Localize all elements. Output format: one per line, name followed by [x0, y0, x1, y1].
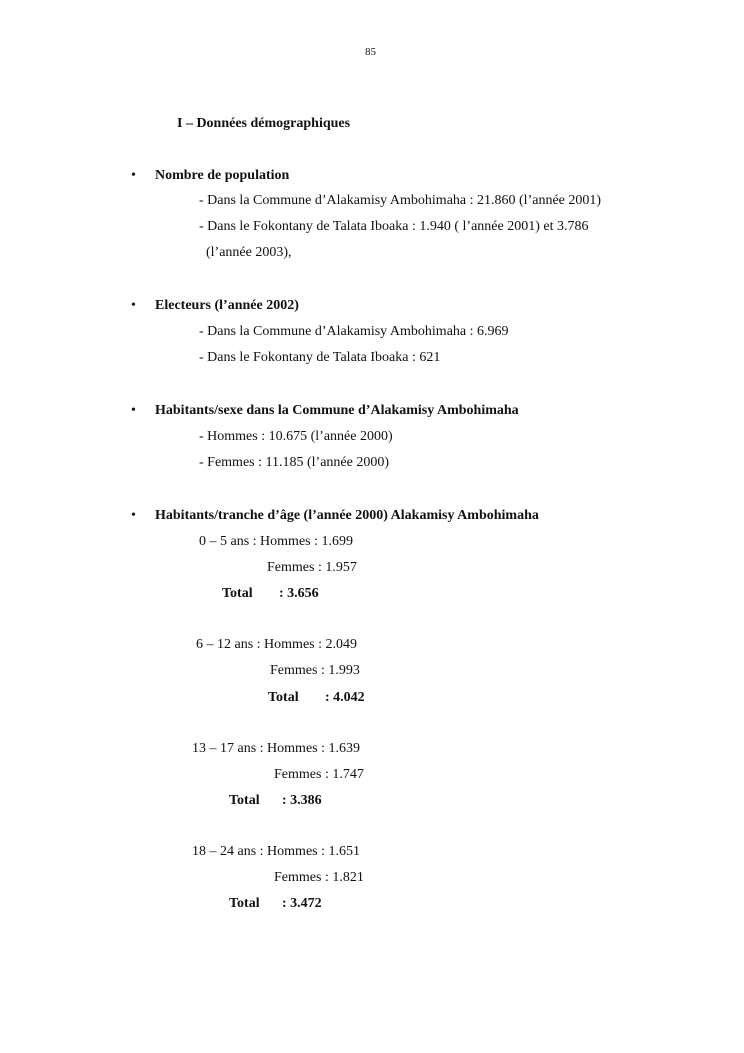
sexe-heading: Habitants/sexe dans la Commune d’Alakamisy Ambohimaha — [155, 403, 519, 418]
age-heading: Habitants/tranche d’âge (l’année 2000) Alakamisy Ambohimaha — [155, 508, 539, 523]
bullet-age: • — [131, 508, 136, 523]
bullet-electeurs: • — [131, 298, 136, 313]
electeurs-commune-line: - Dans la Commune d’Alakamisy Ambohimaha : 6.969 — [199, 324, 509, 339]
population-heading: Nombre de population — [155, 168, 290, 183]
age-group-total-value: : 3.656 — [279, 586, 319, 601]
age-group-hommes: 18 – 24 ans : Hommes : 1.651 — [192, 844, 360, 859]
sexe-femmes-line: - Femmes : 11.185 (l’année 2000) — [199, 455, 389, 470]
section-title: I – Données démographiques — [177, 116, 351, 131]
age-group-hommes: 13 – 17 ans : Hommes : 1.639 — [192, 741, 360, 756]
age-group-femmes: Femmes : 1.747 — [274, 767, 364, 782]
age-group-femmes: Femmes : 1.993 — [270, 663, 360, 678]
population-fokontany-line: - Dans le Fokontany de Talata Iboaka : 1.940 ( l’année 2001) et 3.786 — [199, 219, 589, 234]
sexe-hommes-line: - Hommes : 10.675 (l’année 2000) — [199, 429, 393, 444]
age-group-total-label: Total — [229, 896, 260, 911]
age-group-total-label: Total — [229, 793, 260, 808]
page-number: 85 — [365, 46, 376, 58]
age-group-hommes: 0 – 5 ans : Hommes : 1.699 — [199, 534, 353, 549]
bullet-sexe: • — [131, 403, 136, 418]
electeurs-heading: Electeurs (l’année 2002) — [155, 298, 299, 313]
electeurs-fokontany-line: - Dans le Fokontany de Talata Iboaka : 621 — [199, 350, 441, 365]
age-group-hommes: 6 – 12 ans : Hommes : 2.049 — [196, 637, 357, 652]
age-group-total-value: : 4.042 — [325, 690, 365, 705]
population-fokontany-continuation: (l’année 2003), — [206, 245, 292, 260]
age-group-total-label: Total — [222, 586, 253, 601]
population-commune-line: - Dans la Commune d’Alakamisy Ambohimaha : 21.860 (l’année 2001) — [199, 193, 602, 208]
age-group-femmes: Femmes : 1.957 — [267, 560, 357, 575]
age-group-total-label: Total — [268, 690, 299, 705]
age-group-femmes: Femmes : 1.821 — [274, 870, 364, 885]
bullet-population: • — [131, 168, 136, 183]
age-group-total-value: : 3.472 — [282, 896, 322, 911]
age-group-total-value: : 3.386 — [282, 793, 322, 808]
